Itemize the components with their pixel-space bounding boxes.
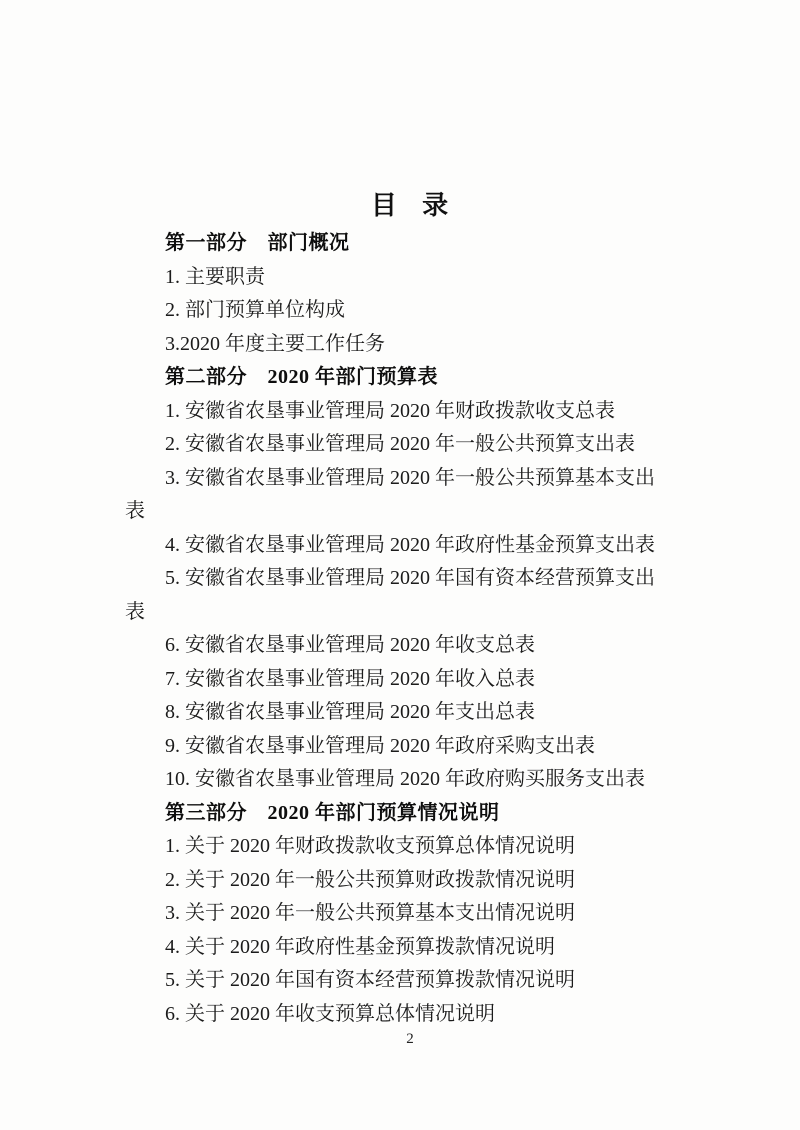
section-3-heading: 第三部分 2020 年部门预算情况说明 xyxy=(165,801,500,824)
toc-item-s3-6: 6. 关于 2020 年收支预算总体情况说明 xyxy=(165,1002,495,1025)
section-2-heading: 第二部分 2020 年部门预算表 xyxy=(165,366,438,388)
page-number: 2 xyxy=(406,1031,414,1047)
toc-item-s1-3: 3.2020 年度主要工作任务 xyxy=(165,332,385,355)
toc-item-s3-2: 2. 关于 2020 年一般公共预算财政拨款情况说明 xyxy=(165,868,575,891)
toc-item-s3-3: 3. 关于 2020 年一般公共预算基本支出情况说明 xyxy=(165,902,575,924)
toc-item-text: 5. 安徽省农垦事业管理局 2020 年国有资本经营预算支出 xyxy=(165,567,655,589)
toc-item-s2-8: 8. 安徽省农垦事业管理局 2020 年支出总表 xyxy=(165,701,535,723)
toc-item-s2-10: 10. 安徽省农垦事业管理局 2020 年政府购买服务支出表 xyxy=(165,768,645,790)
toc-item-s2-3 xyxy=(125,462,695,529)
toc-item-s2-1: 1. 安徽省农垦事业管理局 2020 年财政拨款收支总表 xyxy=(165,399,615,422)
toc-title: 目 录 xyxy=(370,190,450,220)
toc-item-text: 3. 安徽省农垦事业管理局 2020 年一般公共预算基本支出 xyxy=(165,466,655,489)
toc-item-s2-9: 9. 安徽省农垦事业管理局 2020 年政府采购支出表 xyxy=(165,734,595,757)
toc-item-s3-4: 4. 关于 2020 年政府性基金预算拨款情况说明 xyxy=(165,935,555,958)
toc-item-s3-5: 5. 关于 2020 年国有资本经营预算拨款情况说明 xyxy=(165,969,575,991)
toc-item-s2-2: 2. 安徽省农垦事业管理局 2020 年一般公共预算支出表 xyxy=(165,433,635,455)
toc-item-s2-7: 7. 安徽省农垦事业管理局 2020 年收入总表 xyxy=(165,667,535,690)
toc-item-s3-1: 1. 关于 2020 年财政拨款收支预算总体情况说明 xyxy=(165,835,575,857)
toc-item-s2-5 xyxy=(125,562,695,629)
toc-item-wrap-text: 表 xyxy=(125,600,145,623)
section-1-heading: 第一部分 部门概况 xyxy=(165,232,350,254)
toc-item-s1-1: 1. 主要职责 xyxy=(165,265,265,288)
toc xyxy=(125,227,695,1031)
toc-item-s2-6: 6. 安徽省农垦事业管理局 2020 年收支总表 xyxy=(165,634,535,656)
toc-item-s1-2: 2. 部门预算单位构成 xyxy=(165,299,345,321)
toc-item-wrap-text: 表 xyxy=(125,500,145,522)
toc-item-s2-4: 4. 安徽省农垦事业管理局 2020 年政府性基金预算支出表 xyxy=(165,533,655,556)
